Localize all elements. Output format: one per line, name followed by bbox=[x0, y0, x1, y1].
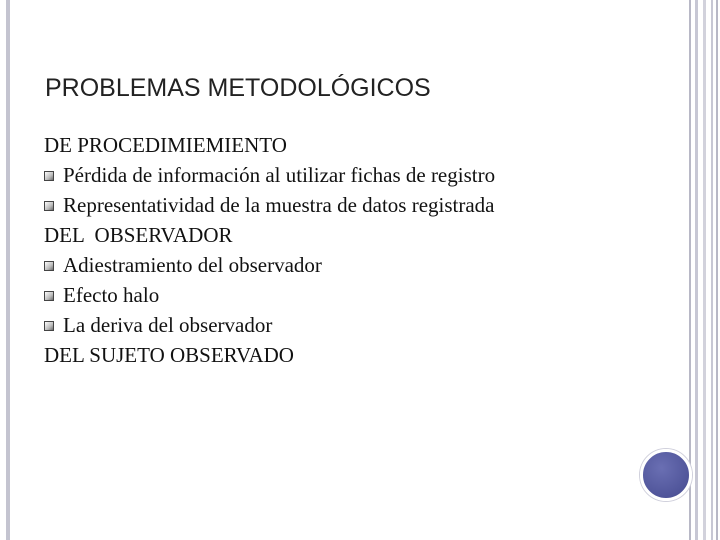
line-text: Efecto halo bbox=[63, 283, 160, 307]
square-bullet-icon bbox=[44, 321, 54, 331]
line-text: La deriva del observador bbox=[63, 313, 273, 337]
line-text: DEL OBSERVADOR bbox=[44, 223, 233, 247]
circle-decoration-icon bbox=[640, 449, 692, 501]
line-text: Representatividad de la muestra de datos registrada bbox=[63, 193, 495, 217]
right-border-line bbox=[711, 0, 713, 540]
right-border-line bbox=[703, 0, 706, 540]
bullet-item bbox=[44, 280, 674, 310]
square-bullet-icon bbox=[44, 261, 54, 271]
bullet-item bbox=[44, 190, 674, 220]
square-bullet-icon bbox=[44, 201, 54, 211]
bullet-item bbox=[44, 310, 674, 340]
bullet-item bbox=[44, 160, 674, 190]
line-text: Adiestramiento del observador bbox=[63, 253, 322, 277]
slide-body bbox=[44, 130, 674, 370]
square-bullet-icon bbox=[44, 171, 54, 181]
right-border-line bbox=[695, 0, 698, 540]
right-border-line bbox=[716, 0, 718, 540]
section-heading bbox=[44, 220, 674, 250]
section-heading bbox=[44, 130, 674, 160]
left-border-line bbox=[6, 0, 10, 540]
line-text: DE PROCEDIMIEMIENTO bbox=[44, 133, 287, 157]
right-border-line bbox=[689, 0, 691, 540]
bullet-item bbox=[44, 250, 674, 280]
line-text: DEL SUJETO OBSERVADO bbox=[44, 343, 294, 367]
square-bullet-icon bbox=[44, 291, 54, 301]
line-text: Pérdida de información al utilizar fichas de registro bbox=[63, 163, 496, 187]
slide-title: PROBLEMAS METODOLÓGICOS bbox=[45, 74, 431, 102]
section-heading bbox=[44, 340, 674, 370]
